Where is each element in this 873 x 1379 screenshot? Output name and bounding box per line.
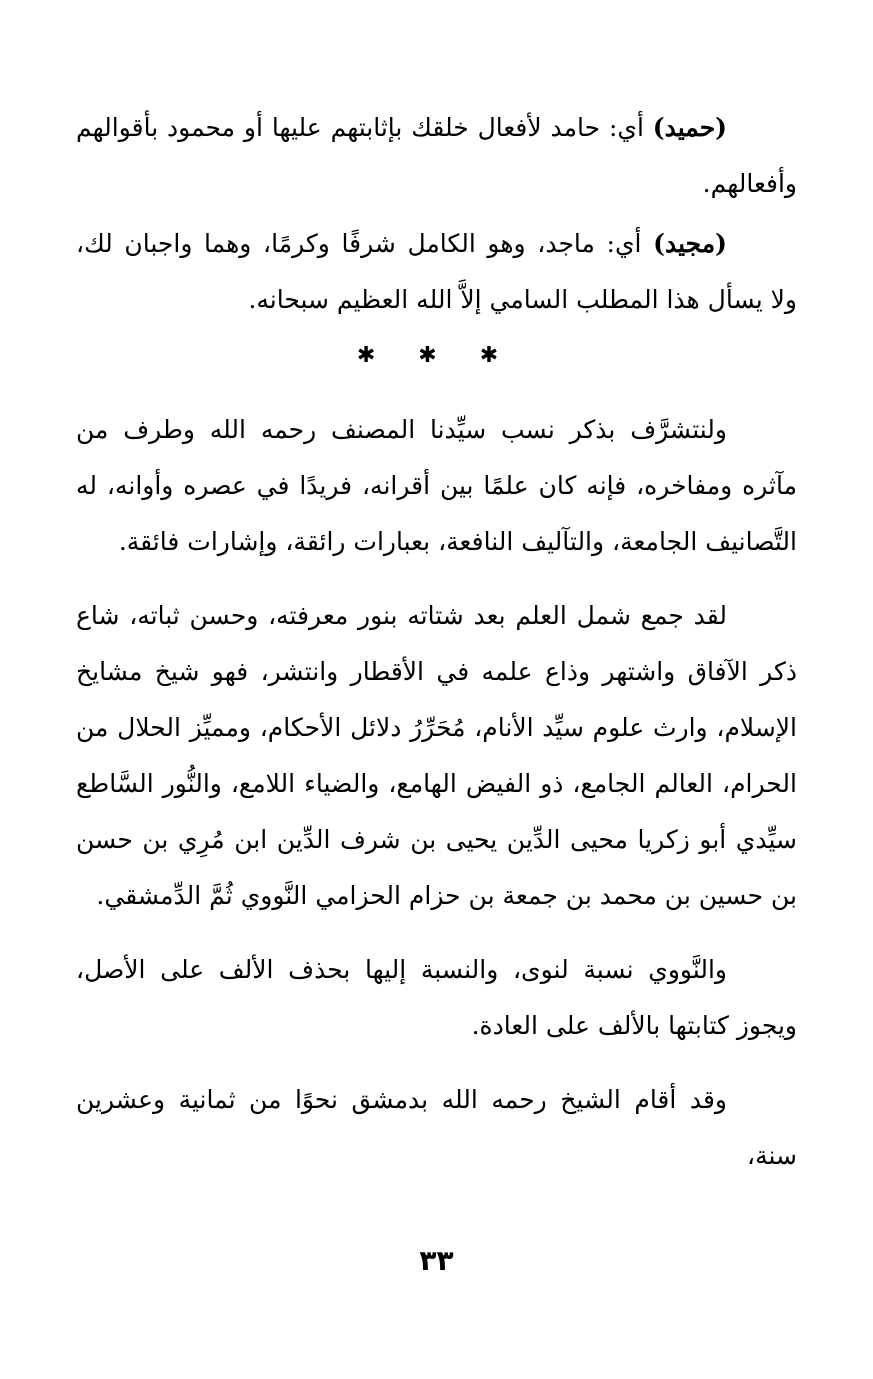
paragraph-majid-text: أي: ماجد، وهو الكامل شرفًا وكرمًا، وهما واجبان لك، ولا يسأل هذا المطلب السامي إلاَّ الله العظيم سبحانه. bbox=[76, 229, 797, 314]
term-majid: (مجيد) bbox=[653, 229, 727, 258]
paragraph-majid bbox=[76, 216, 797, 328]
term-hamid: (حميد) bbox=[652, 113, 727, 142]
paragraph-hamid bbox=[76, 100, 797, 212]
page-content bbox=[76, 100, 797, 1184]
paragraph-nawawi-nisba: والنَّووي نسبة لنوى، والنسبة إليها بحذف الألف على الأصل، ويجوز كتابتها بالألف على العادة. bbox=[76, 955, 797, 1040]
paragraph-hamid-text: أي: حامد لأفعال خلقك بإثابتهم عليها أو محمود بأقوالهم وأفعالهم. bbox=[76, 113, 797, 198]
paragraph-lineage-intro: ولنتشرَّف بذكر نسب سيِّدنا المصنف رحمه الله وطرف من مآثره ومفاخره، فإنه كان علمًا بين أقرانه، فريدًا في عصره وأوانه، له التَّصانيف الجامعة، والتآليف النافعة، بعبارات رائقة، وإشارات فائقة. bbox=[76, 415, 797, 556]
paragraph-damascus: وقد أقام الشيخ رحمه الله بدمشق نحوًا من ثمانية وعشرين سنة، bbox=[76, 1085, 797, 1170]
paragraph-gap bbox=[76, 1054, 797, 1072]
paragraph-biography: لقد جمع شمل العلم بعد شتاته بنور معرفته، وحسن ثباته، شاع ذكر الآفاق واشتهر وذاع علمه في الأقطار وانتشر، فهو شيخ مشايخ الإسلام، وارث علوم سيِّد الأنام، مُحَرِّرُ دلائل الأحكام، ومميِّز الحلال من الحرام، العالم الجامع، ذو الفيض الهامع، والضياء اللامع، والنُّور السَّاطع سيِّدي أبو زكريا محيى الدِّين يحيى بن شرف الدِّين ابن مُرِي بن حسن بن حسين بن محمد بن جمعة بن حزام الحزامي النَّووي ثُمَّ الدِّمشقي. bbox=[76, 601, 797, 910]
paragraph-gap bbox=[76, 924, 797, 942]
page-number: ٣٣ bbox=[419, 1244, 454, 1277]
section-separator: ✱ ✱ ✱ bbox=[356, 343, 517, 368]
paragraph-gap bbox=[76, 570, 797, 588]
